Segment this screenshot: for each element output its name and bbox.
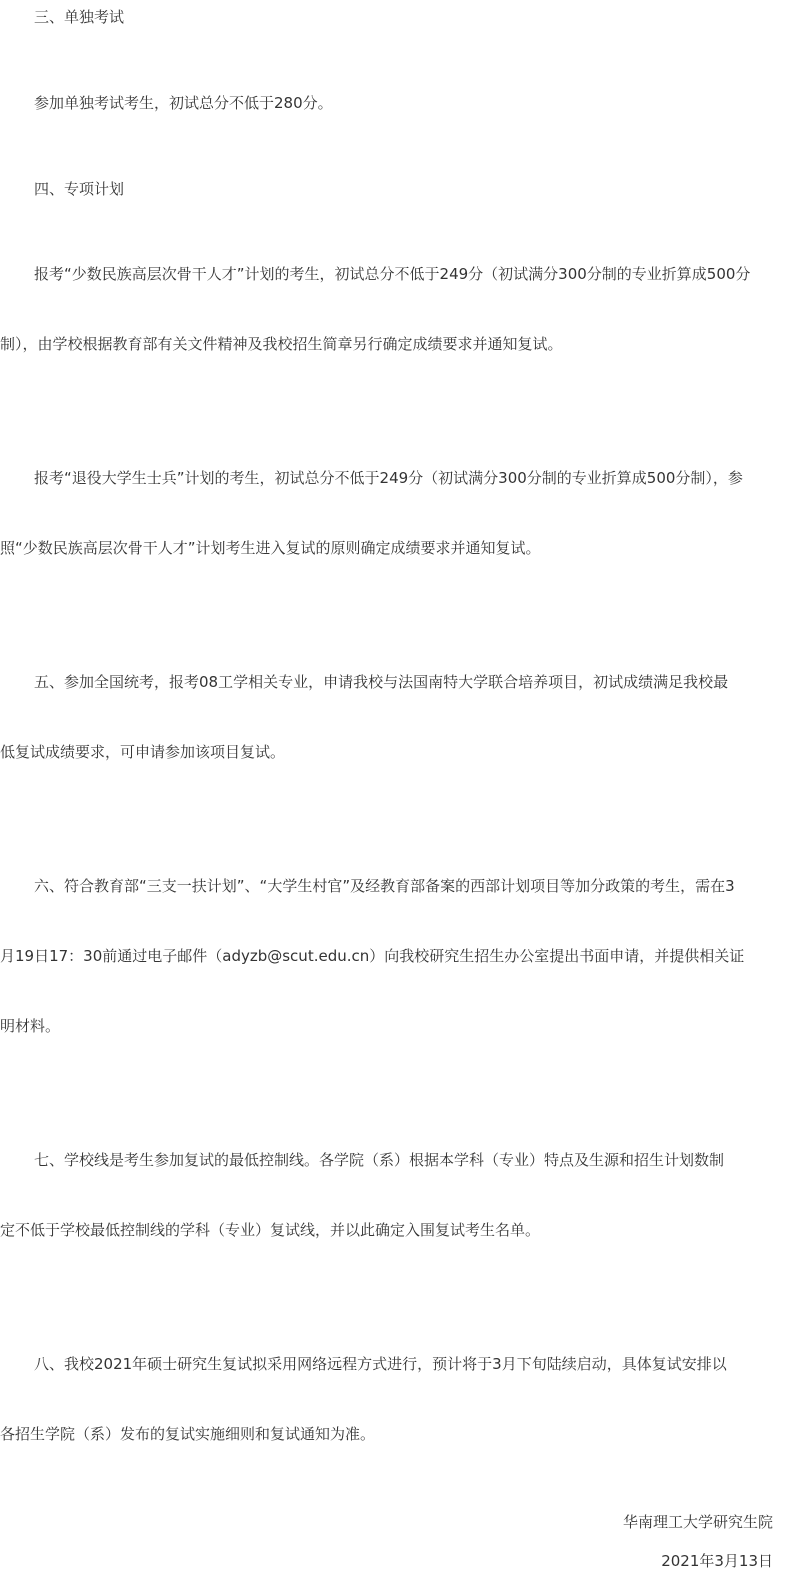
paragraph-item-7: [0, 1103, 781, 1289]
paragraph-veteran-plan: [0, 421, 781, 607]
paragraph-line: 制），由学校根据教育部有关文件精神及我校招生简章另行确定成绩要求并通知复试。: [0, 335, 563, 353]
paragraph-line: 七、学校线是考生参加复试的最低控制线。各学院（系）根据本学科（专业）特点及生源和招生计划数制: [34, 1151, 725, 1169]
signature: 华南理工大学研究生院: [622, 1512, 773, 1531]
paragraph-line: 各招生学院（系）发布的复试实施细则和复试通知为准。: [0, 1424, 376, 1443]
paragraph-minority-plan: [0, 217, 781, 403]
paragraph-line: 五、参加全国统考，报考08工学相关专业，申请我校与法国南特大学联合培养项目，初试成绩满足我校最: [34, 673, 729, 692]
paragraph-line: 六、符合教育部“三支一扶计划”、“大学生村官”及经教育部备案的西部计划项目等加分政策的考生，需在3: [34, 877, 735, 896]
section-heading-4: 四、专项计划: [34, 179, 125, 198]
paragraph-independent-exam: [0, 45, 781, 161]
paragraph-line: 报考“少数民族高层次骨干人才”计划的考生，初试总分不低于249分（初试满分300分制的专业折算成500分: [34, 265, 751, 284]
paragraph-line: 照“少数民族高层次骨干人才”计划考生进入复试的原则确定成绩要求并通知复试。: [0, 539, 541, 557]
date: 2021年3月13日: [661, 1551, 773, 1570]
paragraph-line: 参加单独考试考生，初试总分不低于280分。: [34, 93, 333, 112]
paragraph-item-6: [0, 829, 781, 1085]
paragraph-line: 定不低于学校最低控制线的学科（专业）复试线，并以此确定入围复试考生名单。: [0, 1220, 541, 1239]
paragraph-line: 月19日17：30前通过电子邮件（adyzb@scut.edu.cn）向我校研究生招生办公室提出书面申请，并提供相关证: [0, 947, 745, 965]
paragraph-line: 明材料。: [0, 1016, 61, 1035]
paragraph-line: 八、我校2021年硕士研究生复试拟采用网络远程方式进行，预计将于3月下旬陆续启动，具体复试安排以: [34, 1355, 727, 1373]
paragraph-item-5: [0, 625, 781, 811]
paragraph-item-8: [0, 1307, 781, 1493]
section-heading-3: 三、单独考试: [34, 8, 125, 26]
paragraph-line: 低复试成绩要求，可申请参加该项目复试。: [0, 743, 286, 761]
paragraph-line: 报考“退役大学生士兵”计划的考生，初试总分不低于249分（初试满分300分制的专业折算成500分制），参: [34, 469, 743, 488]
